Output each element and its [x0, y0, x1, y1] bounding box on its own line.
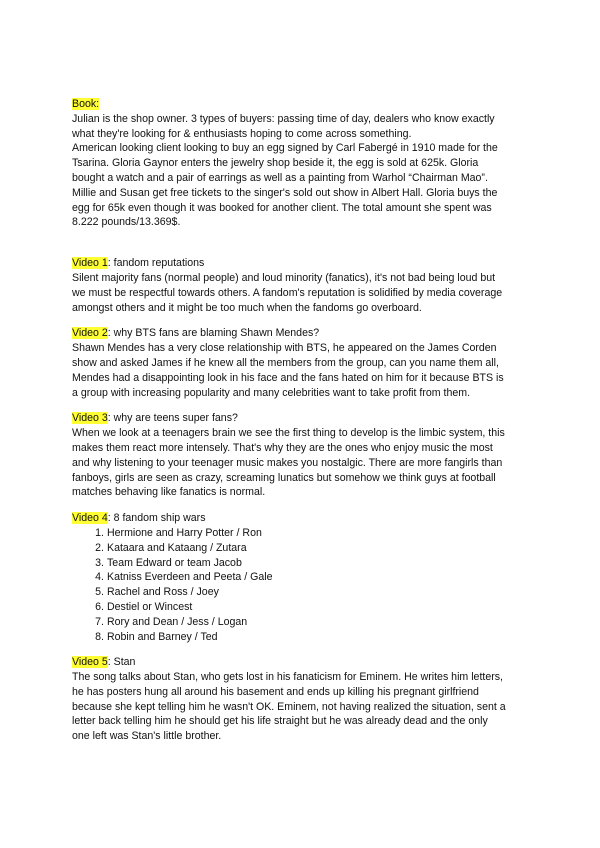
list-text: Team Edward or team Jacob [107, 556, 242, 569]
book-line: 8.222 pounds/13.369$. [72, 216, 181, 229]
list-item [72, 570, 528, 585]
video3-title: : why are teens super fans? [107, 412, 238, 425]
list-item [72, 526, 528, 541]
list-text: Rory and Dean / Jess / Logan [107, 615, 248, 628]
video5-section [72, 655, 528, 744]
book-label: Book: [72, 98, 100, 110]
book-line: egg for 65k even though it was booked for another client. The total amount she spent was [72, 201, 492, 214]
video5-line: letter back telling him he should get his life straight but he was already dead and the only [72, 715, 488, 728]
video5-line: he has posters hung all around his basement and ends up killing his pregnant girlfriend [72, 685, 479, 698]
book-line: Julian is the shop owner. 3 types of buyers: passing time of day, dealers who know exactly [72, 112, 495, 125]
list-item [72, 600, 528, 615]
video5-line: one left was Stan's little brother. [72, 730, 222, 743]
book-section [72, 97, 528, 230]
video3-line: When we look at a teenagers brain we see the first thing to develop is the limbic system, this [72, 427, 505, 440]
list-item [72, 556, 528, 571]
video2-line: Mendes had a disappointing look in his face and the fans hated on him for it because BTS is [72, 371, 504, 384]
video5-title: : Stan [107, 656, 136, 669]
list-item [72, 585, 528, 600]
list-number: 4. [95, 571, 104, 584]
list-text: Hermione and Harry Potter / Ron [107, 526, 262, 539]
video2-line: a group with increasing popularity and many celebrities want to take profit from them. [72, 386, 471, 399]
list-text: Rachel and Ross / Joey [107, 586, 219, 599]
video3-line: fanboys, girls are seen as crazy, screaming lunatics but somehow we think guys at football [72, 471, 496, 484]
list-item [72, 615, 528, 630]
video2-section [72, 326, 528, 400]
book-line: Tsarina. Gloria Gaynor enters the jewelry shop beside it, the egg is sold at 625k. Gloria [72, 157, 479, 170]
video1-line: amongst others and it might be too much when the fandoms go overboard. [72, 301, 422, 314]
document-page [72, 97, 528, 744]
list-number: 7. [95, 615, 104, 628]
video2-label: Video 2 [72, 327, 108, 340]
book-line: Millie and Susan get free tickets to the singer's sold out show in Albert Hall. Gloria buys the [72, 186, 498, 199]
video1-title: : fandom reputations [107, 257, 205, 270]
book-line: bought a watch and a pair of earrings as well as a painting from Warhol “Chairman Mao”. [72, 171, 488, 184]
list-number: 6. [95, 600, 104, 613]
list-item [72, 541, 528, 556]
list-number: 2. [95, 541, 104, 554]
video2-title: : why BTS fans are blaming Shawn Mendes? [107, 327, 320, 340]
video1-section [72, 256, 528, 315]
video4-section [72, 511, 528, 644]
video5-label: Video 5 [72, 656, 108, 669]
video5-line: because she kept telling him he wasn't OK. Eminem, not having realized the situation, sent a [72, 700, 506, 713]
video3-line: and why listening to your teenager music makes you nostalgic. There are more fangirls than [72, 456, 503, 469]
video4-label: Video 4 [72, 512, 108, 525]
video1-line: Silent majority fans (normal people) and loud minority (fanatics), it's not bad being loud but [72, 271, 496, 284]
list-text: Kataara and Kataang / Zutara [107, 541, 247, 554]
video3-line: makes them react more intensely. That's why they are the ones who enjoy music the most [72, 441, 493, 454]
video3-section [72, 411, 528, 500]
list-text: Katniss Everdeen and Peeta / Gale [107, 571, 273, 584]
list-item [72, 630, 528, 645]
video2-line: Shawn Mendes has a very close relationship with BTS, he appeared on the James Corden [72, 342, 497, 355]
video1-label: Video 1 [72, 257, 108, 270]
book-line: American looking client looking to buy an egg signed by Carl Fabergé in 1910 made for the [72, 142, 498, 155]
video1-line: we must be respectful towards others. A fandom's reputation is solidified by media coverage [72, 286, 503, 299]
list-number: 5. [95, 586, 104, 599]
video3-line: matches behaving like fanatics is normal. [72, 486, 266, 499]
video3-label: Video 3 [72, 412, 108, 425]
list-number: 1. [95, 526, 104, 539]
list-text: Destiel or Wincest [107, 600, 193, 613]
book-line: what they're looking for & enthusiasts hoping to come across something. [72, 127, 412, 140]
list-number: 3. [95, 556, 104, 569]
video5-line: The song talks about Stan, who gets lost in his fanaticism for Eminem. He writes him letters, [72, 671, 503, 684]
video4-title: : 8 fandom ship wars [107, 512, 206, 525]
list-text: Robin and Barney / Ted [107, 630, 218, 643]
ship-wars-list [72, 526, 528, 644]
list-number: 8. [95, 630, 104, 643]
video2-line: show and asked James if he knew all the members from the group, can you name them all, [72, 356, 499, 369]
